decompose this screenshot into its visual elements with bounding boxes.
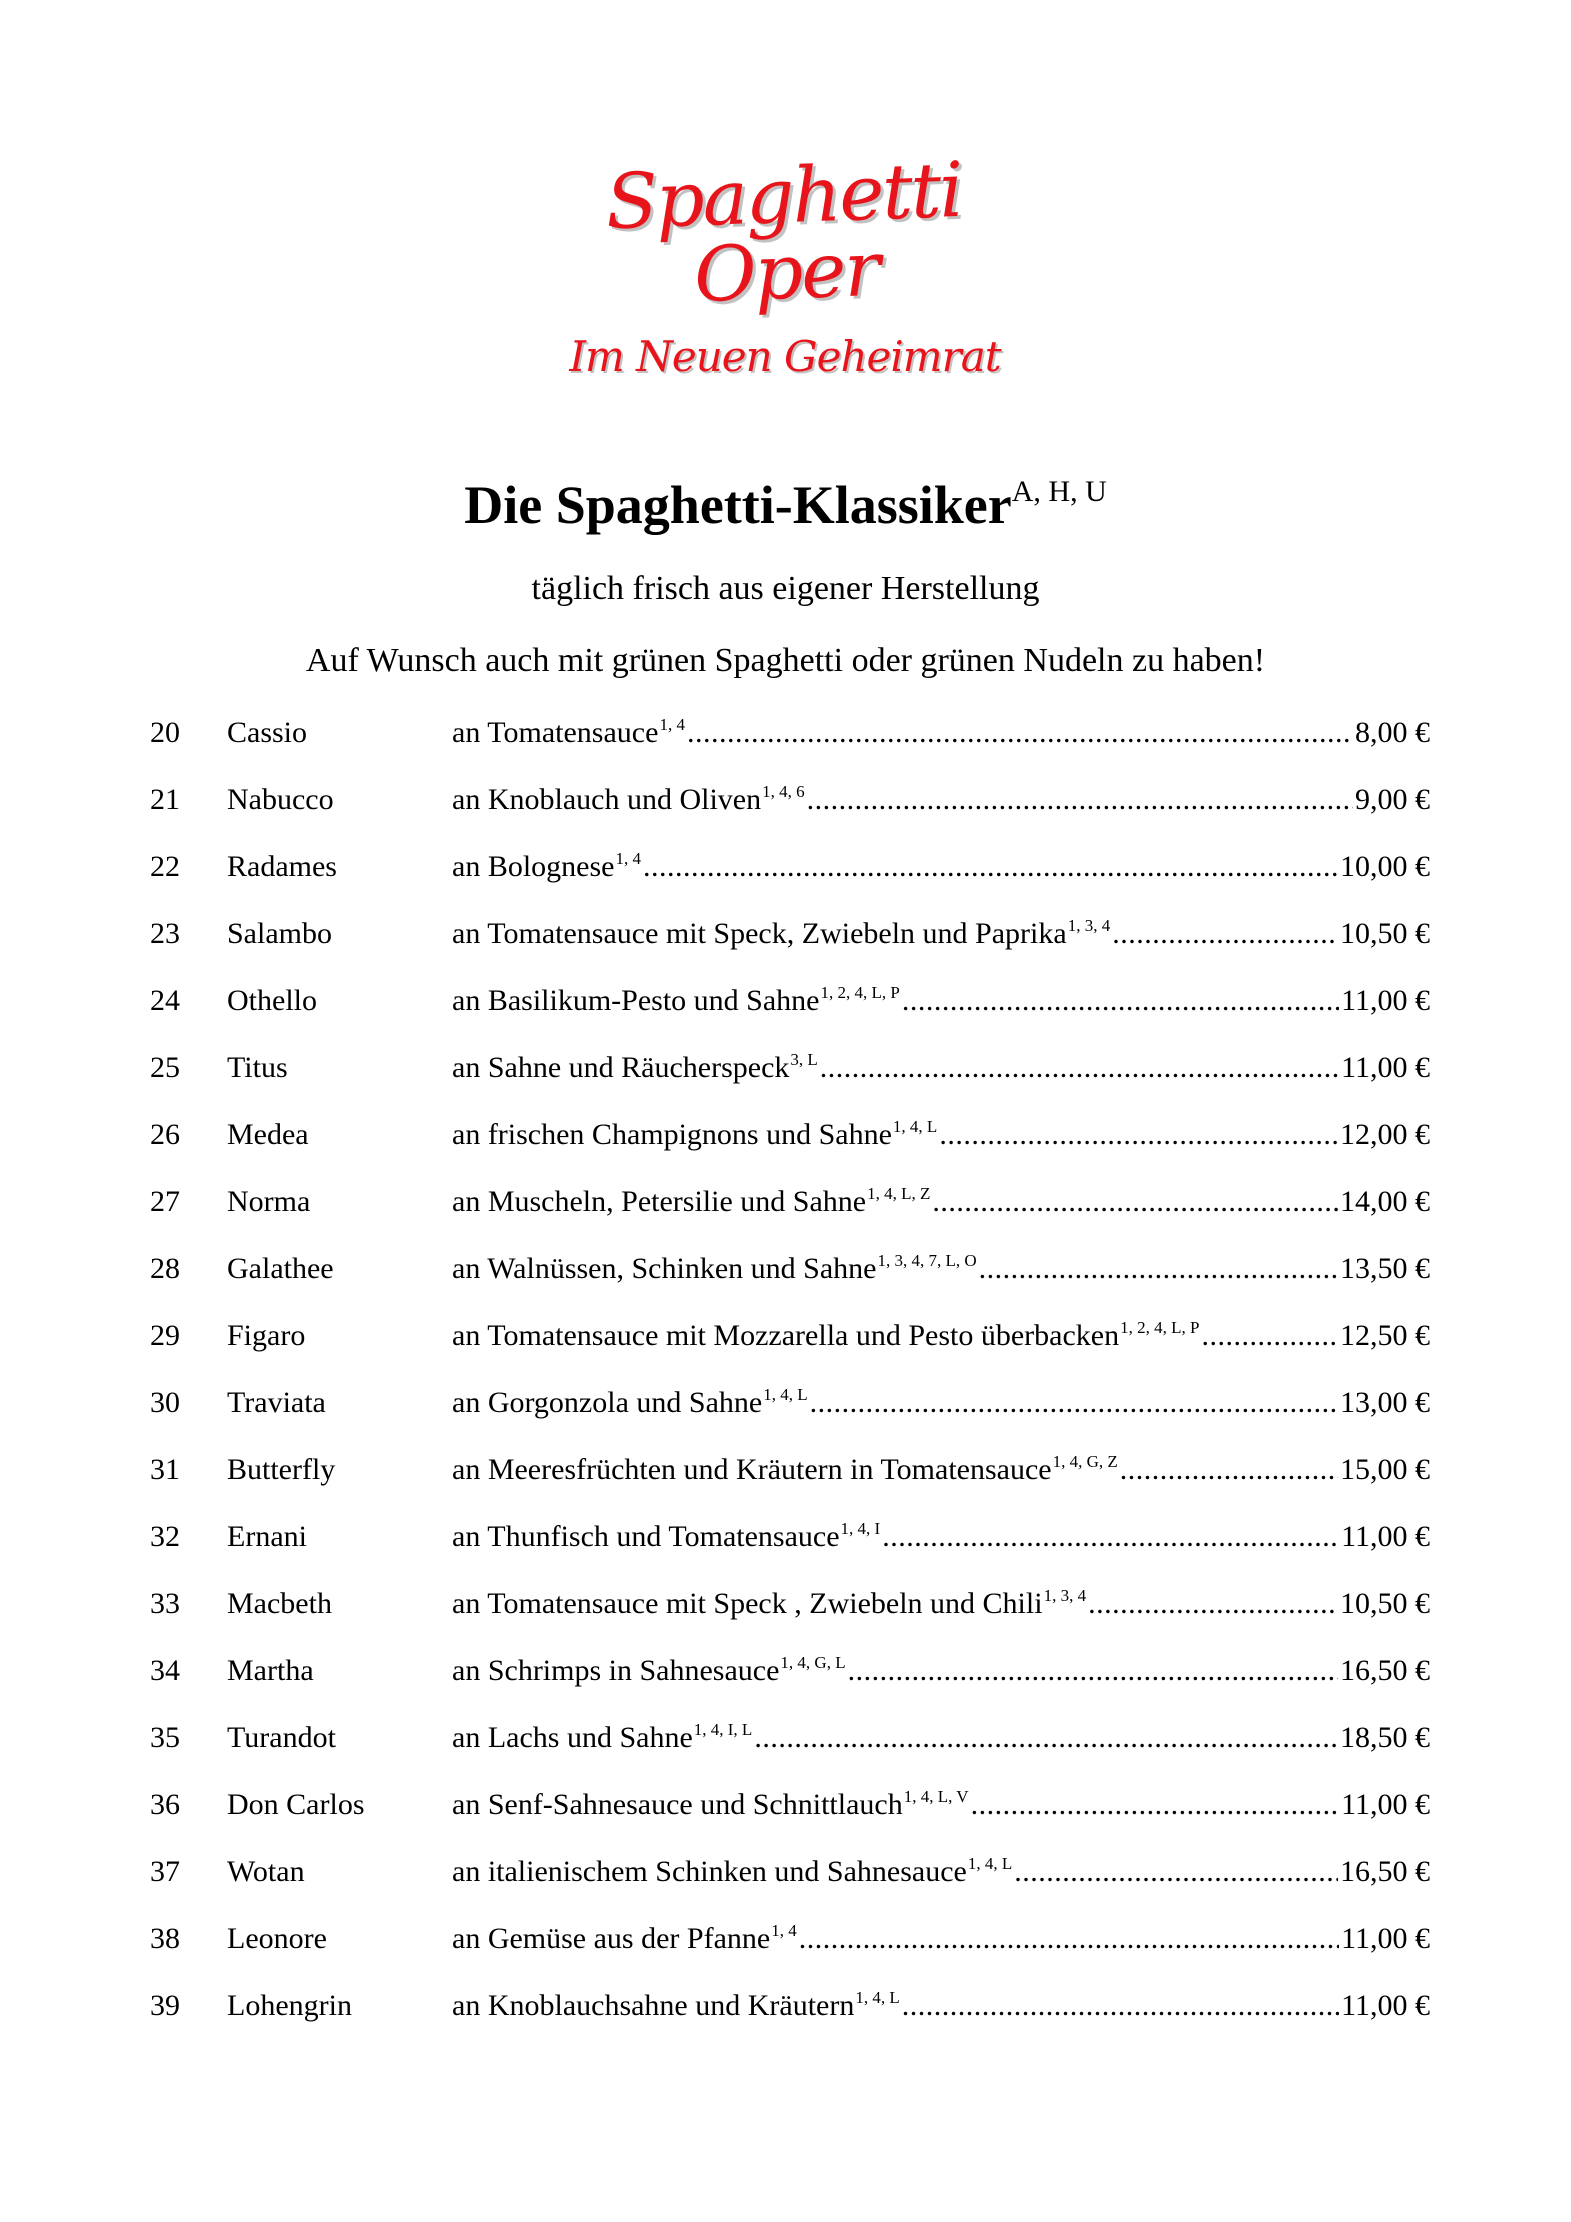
menu-item-description-wrap — [452, 1380, 1430, 1426]
menu-item-allergens: 1, 4, L, Z — [867, 1184, 931, 1203]
menu-item-description-text: an Basilikum-Pesto und Sahne — [452, 984, 820, 1017]
logo-sub-text: Im Neuen Geheimrat — [569, 332, 1001, 381]
menu-item-description-wrap — [452, 1648, 1430, 1694]
menu-item — [150, 1916, 1430, 1983]
menu-item-number: 33 — [150, 1587, 180, 1620]
menu-item-number: 23 — [150, 917, 180, 950]
menu-item-name: Norma — [227, 1185, 311, 1218]
menu-item-name: Nabucco — [227, 783, 334, 816]
dot-leader — [1112, 911, 1338, 957]
menu-item-number: 35 — [150, 1721, 180, 1754]
menu-item-allergens: 1, 2, 4, L, P — [820, 983, 900, 1002]
menu-item-description — [452, 710, 685, 756]
menu-item-number: 21 — [150, 783, 180, 816]
menu-item — [150, 1648, 1430, 1715]
menu-item-description — [452, 978, 900, 1024]
dot-leader — [971, 1782, 1340, 1828]
menu-item-description-text: an Walnüssen, Schinken und Sahne — [452, 1252, 877, 1285]
menu-item-price: 12,00 € — [1340, 1118, 1430, 1151]
menu-item-name: Salambo — [227, 917, 332, 950]
menu-item-name: Radames — [227, 850, 337, 883]
menu-item-description-wrap — [452, 1179, 1430, 1225]
dot-leader — [1088, 1581, 1338, 1627]
menu-item-price: 18,50 € — [1340, 1721, 1430, 1754]
menu-item-name: Othello — [227, 984, 317, 1017]
menu-item-number: 27 — [150, 1185, 180, 1218]
dot-leader — [939, 1112, 1338, 1158]
dot-leader — [820, 1045, 1339, 1091]
menu-item-description — [452, 1045, 818, 1091]
menu-item-description-wrap — [452, 1849, 1430, 1895]
menu-item-description — [452, 911, 1110, 957]
menu-item — [150, 1447, 1430, 1514]
menu-item-name: Wotan — [227, 1855, 305, 1888]
menu-item-number: 38 — [150, 1922, 180, 1955]
menu-item-name: Figaro — [227, 1319, 306, 1352]
menu-item-price: 9,00 € — [1355, 783, 1430, 816]
menu-item-description-wrap — [452, 911, 1430, 957]
menu-item-description-text: an Schrimps in Sahnesauce — [452, 1654, 780, 1687]
menu-item-name: Butterfly — [227, 1453, 336, 1486]
menu-item-description-wrap — [452, 1045, 1430, 1091]
menu-item-allergens: 1, 2, 4, L, P — [1120, 1318, 1200, 1337]
menu-item-number: 20 — [150, 716, 180, 749]
menu-item-description — [452, 1514, 880, 1560]
menu-item-description-text: an Knoblauch und Oliven — [452, 783, 762, 816]
menu-item-price: 13,50 € — [1340, 1252, 1430, 1285]
menu-item-allergens: 1, 4, 6 — [762, 782, 805, 801]
menu-item-description-wrap — [452, 1983, 1430, 2029]
menu-item-name: Turandot — [227, 1721, 336, 1754]
menu-item-description-text: an Tomatensauce — [452, 716, 659, 749]
menu-item-description-text: an Knoblauchsahne und Kräutern — [452, 1989, 855, 2022]
menu-item — [150, 978, 1430, 1045]
dot-leader — [932, 1179, 1338, 1225]
menu-item-description-text: an Lachs und Sahne — [452, 1721, 693, 1754]
menu-item-description-wrap — [452, 1112, 1430, 1158]
menu-item-description-text: an Gorgonzola und Sahne — [452, 1386, 763, 1419]
menu-item — [150, 777, 1430, 844]
menu-item-description-wrap — [452, 710, 1430, 756]
menu-item-description-wrap — [452, 1514, 1430, 1560]
menu-item — [150, 1983, 1430, 2050]
menu-item-description-wrap — [452, 1447, 1430, 1493]
menu-item-number: 26 — [150, 1118, 180, 1151]
dot-leader — [810, 1380, 1338, 1426]
menu-item-number: 39 — [150, 1989, 180, 2022]
menu-item-price: 10,50 € — [1340, 917, 1430, 950]
dot-leader — [902, 978, 1339, 1024]
menu-item-allergens: 1, 4, L, V — [903, 1787, 969, 1806]
menu-item-description-wrap — [452, 1581, 1430, 1627]
menu-item — [150, 844, 1430, 911]
menu-item-description-text: an Thunfisch und Tomatensauce — [452, 1520, 840, 1553]
menu-item-allergens: 1, 4, I, L — [693, 1720, 753, 1739]
menu-item-number: 31 — [150, 1453, 180, 1486]
menu-item-description — [452, 1648, 846, 1694]
menu-item — [150, 1380, 1430, 1447]
menu-item — [150, 1514, 1430, 1581]
menu-item-allergens: 1, 4, L — [855, 1988, 900, 2007]
menu-item-description-text: an Senf-Sahnesauce und Schnittlauch — [452, 1788, 903, 1821]
menu-item-allergens: 1, 4, L — [892, 1117, 938, 1136]
menu-item-name: Lohengrin — [227, 1989, 352, 2022]
menu-item-name: Titus — [227, 1051, 288, 1084]
menu-item — [150, 1246, 1430, 1313]
dot-leader — [902, 1983, 1339, 2029]
menu-item-description-text: an Muscheln, Petersilie und Sahne — [452, 1185, 867, 1218]
menu-item — [150, 1849, 1430, 1916]
dot-leader — [1120, 1447, 1338, 1493]
menu-item-name: Traviata — [227, 1386, 326, 1419]
menu-item-description — [452, 1313, 1199, 1359]
menu-item-description — [452, 1849, 1012, 1895]
menu-item-description-text: an Gemüse aus der Pfanne — [452, 1922, 771, 1955]
menu-item-price: 11,00 € — [1341, 1051, 1430, 1084]
title-allergens: A, H, U — [1011, 475, 1107, 508]
menu-item — [150, 911, 1430, 978]
dot-leader — [848, 1648, 1338, 1694]
menu-item-description-text: an Tomatensauce mit Speck , Zwiebeln und Chili — [452, 1587, 1043, 1620]
title-text: Die Spaghetti-Klassiker — [464, 475, 1012, 535]
menu-item-price: 12,50 € — [1340, 1319, 1430, 1352]
dot-leader — [882, 1514, 1339, 1560]
menu-item-allergens: 1, 4, L — [967, 1854, 1013, 1873]
menu-item-number: 36 — [150, 1788, 180, 1821]
menu-item-allergens: 1, 4 — [659, 715, 685, 734]
menu-item-price: 16,50 € — [1340, 1855, 1430, 1888]
menu-item-description — [452, 1112, 937, 1158]
menu-item-name: Medea — [227, 1118, 309, 1151]
menu-item-description — [452, 1179, 930, 1225]
menu-item-description-wrap — [452, 1916, 1430, 1962]
menu-item-number: 28 — [150, 1252, 180, 1285]
menu-item-description — [452, 1782, 969, 1828]
menu-item-price: 11,00 € — [1341, 1788, 1430, 1821]
menu-item-description-text: an Meeresfrüchten und Kräutern in Tomatensauce — [452, 1453, 1052, 1486]
menu-item-price: 13,00 € — [1340, 1386, 1430, 1419]
menu-item-allergens: 1, 4, I — [840, 1519, 881, 1538]
dot-leader — [1201, 1313, 1338, 1359]
menu-item-name: Galathee — [227, 1252, 334, 1285]
menu-item-allergens: 1, 3, 4 — [1043, 1586, 1087, 1605]
menu-item-allergens: 1, 4 — [615, 849, 641, 868]
menu-item — [150, 1045, 1430, 1112]
menu-item-allergens: 1, 4 — [771, 1921, 797, 1940]
menu-item-price: 15,00 € — [1340, 1453, 1430, 1486]
dot-leader — [643, 844, 1338, 890]
menu-item-price: 11,00 € — [1341, 1922, 1430, 1955]
menu-item-number: 22 — [150, 850, 180, 883]
menu-item-description-wrap — [452, 978, 1430, 1024]
menu-item — [150, 1179, 1430, 1246]
restaurant-logo — [545, 140, 1025, 381]
menu-item-price: 8,00 € — [1355, 716, 1430, 749]
menu-item-description — [452, 1380, 808, 1426]
menu-item-description — [452, 1581, 1086, 1627]
menu-item-description — [452, 1447, 1118, 1493]
menu-item-description-wrap — [452, 1246, 1430, 1292]
menu-item-name: Macbeth — [227, 1587, 332, 1620]
menu-item-description-text: an Bolognese — [452, 850, 615, 883]
menu-item-number: 24 — [150, 984, 180, 1017]
menu-item — [150, 710, 1430, 777]
page-title — [0, 470, 1571, 540]
menu-item-description-text: an Tomatensauce mit Mozzarella und Pesto überbacken — [452, 1319, 1120, 1352]
menu-item — [150, 1581, 1430, 1648]
menu-item-description — [452, 1916, 797, 1962]
menu-item-description-wrap — [452, 844, 1430, 890]
dot-leader — [799, 1916, 1339, 1962]
menu-item-price: 10,00 € — [1340, 850, 1430, 883]
menu-item — [150, 1313, 1430, 1380]
menu-item-description — [452, 1715, 752, 1761]
dot-leader — [979, 1246, 1338, 1292]
menu-item-description-wrap — [452, 1782, 1430, 1828]
menu-item-number: 25 — [150, 1051, 180, 1084]
menu-item-description — [452, 1246, 977, 1292]
menu-item-price: 11,00 € — [1341, 1520, 1430, 1553]
menu-item — [150, 1782, 1430, 1849]
menu-item-allergens: 1, 3, 4 — [1067, 916, 1111, 935]
menu-item-description-wrap — [452, 1313, 1430, 1359]
subtitle: täglich frisch aus eigener Herstellung — [531, 570, 1040, 607]
dot-leader — [754, 1715, 1338, 1761]
menu-item-allergens: 1, 4, G, Z — [1052, 1452, 1118, 1471]
dot-leader — [807, 777, 1353, 823]
menu-item-allergens: 1, 4, L — [763, 1385, 808, 1404]
menu-item-number: 34 — [150, 1654, 180, 1687]
menu-item — [150, 1715, 1430, 1782]
menu-item — [150, 1112, 1430, 1179]
menu-item-name: Cassio — [227, 716, 308, 749]
menu-item-price: 10,50 € — [1340, 1587, 1430, 1620]
menu-item-description-wrap — [452, 1715, 1430, 1761]
menu-item-price: 11,00 € — [1341, 1989, 1430, 2022]
menu-item-description — [452, 777, 805, 823]
logo-main-text: Spaghetti Oper — [604, 144, 964, 320]
menu-item-description — [452, 844, 641, 890]
menu-item-name: Leonore — [227, 1922, 327, 1955]
dot-leader — [1014, 1849, 1338, 1895]
menu-item-number: 29 — [150, 1319, 180, 1352]
menu-item-allergens: 1, 4, G, L — [780, 1653, 846, 1672]
menu-item-name: Ernani — [227, 1520, 307, 1553]
menu-item-price: 11,00 € — [1341, 984, 1430, 1017]
menu-item-name: Martha — [227, 1654, 314, 1687]
green-pasta-note: Auf Wunsch auch mit grünen Spaghetti oder grünen Nudeln zu haben! — [305, 642, 1266, 679]
menu-item-name: Don Carlos — [227, 1788, 365, 1821]
menu-item-description — [452, 1983, 900, 2029]
menu-item-description-text: an frischen Champignons und Sahne — [452, 1118, 892, 1151]
menu-item-number: 30 — [150, 1386, 180, 1419]
menu-item-description-text: an italienischem Schinken und Sahnesauce — [452, 1855, 967, 1888]
menu-list — [150, 710, 1430, 2050]
dot-leader — [687, 710, 1353, 756]
menu-item-number: 37 — [150, 1855, 180, 1888]
menu-item-price: 16,50 € — [1340, 1654, 1430, 1687]
menu-item-number: 32 — [150, 1520, 180, 1553]
menu-item-allergens: 3, L — [790, 1050, 818, 1069]
menu-item-price: 14,00 € — [1340, 1185, 1430, 1218]
menu-item-description-text: an Sahne und Räucherspeck — [452, 1051, 790, 1084]
menu-item-allergens: 1, 3, 4, 7, L, O — [877, 1251, 977, 1270]
menu-item-description-wrap — [452, 777, 1430, 823]
menu-item-description-text: an Tomatensauce mit Speck, Zwiebeln und Paprika — [452, 917, 1067, 950]
